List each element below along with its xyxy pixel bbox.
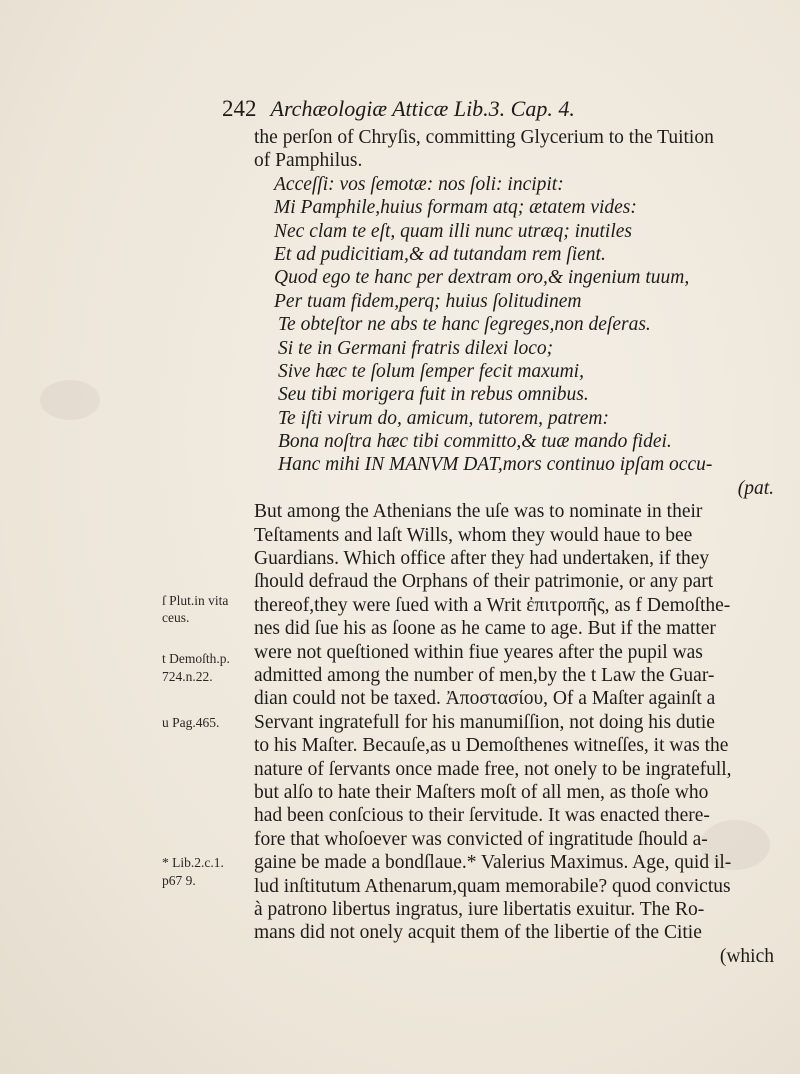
prose-line: mans did not onely acquit them of the libertie of the Citie bbox=[254, 922, 702, 944]
prose-line: admitted among the number of men,by the t Law the Guar- bbox=[254, 664, 715, 686]
verse-line: Nec clam te eſt, quam illi nunc utræq; inutiles bbox=[274, 220, 632, 242]
verse-line: Per tuam fidem,perq; huius ſolitudinem bbox=[274, 290, 582, 312]
verse-line: Seu tibi morigera fuit in rebus omnibus. bbox=[278, 384, 589, 406]
verse-line: Bona noſtra hæc tibi committo,& tuæ mando fidei. bbox=[278, 431, 672, 453]
margin-note: p67 9. bbox=[162, 873, 196, 888]
prose-line: Teſtaments and laſt Wills, whom they would haue to bee bbox=[254, 524, 693, 546]
prose-line: but alſo to hate their Maſters moſt of all men, as thoſe who bbox=[254, 781, 709, 803]
verse-line: Hanc mihi IN MANVM DAT,mors continuo ipſam occu- bbox=[278, 454, 713, 476]
prose-line: dian could not be taxed. Ἀποστασίου, Of a Maſter againſt a bbox=[254, 688, 716, 710]
prose-line: ſhould defraud the Orphans of their patrimonie, or any part bbox=[254, 571, 714, 593]
verse-line: Te obteſtor ne abs te hanc ſegreges,non deſeras. bbox=[278, 314, 651, 336]
prose-line: nes did ſue his as ſoone as he came to age. But if the matter bbox=[254, 618, 716, 640]
prose-line: to his Maſter. Becauſe,as u Demoſthenes witneſſes, it was the bbox=[254, 735, 729, 757]
prose-line: thereof,they were ſued with a Writ ἐπιτροπῆς, as f Demoſthe- bbox=[254, 594, 731, 616]
prose-line: Guardians. Which office after they had undertaken, if they bbox=[254, 548, 710, 570]
verse-line: Si te in Germani fratris dilexi loco; bbox=[278, 337, 554, 359]
verse-line: Mi Pamphile,huius formam atq; ætatem vides: bbox=[274, 197, 637, 219]
prose-line: lud inſtitutum Athenarum,quam memorabile? quod convictus bbox=[254, 875, 731, 897]
prose-line: à patrono libertus ingratus, iure libertatis exuitur. The Ro- bbox=[254, 898, 705, 920]
verse-line: Et ad pudicitiam,& ad tutandam rem ſient. bbox=[274, 243, 606, 265]
prose-line: had been conſcious to their ſervitude. It was enacted there- bbox=[254, 805, 710, 827]
margin-note: u Pag.465. bbox=[162, 715, 220, 730]
intro-line: the perſon of Chryſis, committing Glycerium to the Tuition bbox=[254, 127, 714, 148]
verse-line: Quod ego te hanc per dextram oro,& ingenium tuum, bbox=[274, 267, 690, 289]
running-title: Archæologiæ Atticæ Lib.3. Cap. 4. bbox=[270, 96, 575, 121]
main-text-block bbox=[254, 126, 794, 968]
prose-line: fore that whoſoever was convicted of ingratitude ſhould a- bbox=[254, 828, 708, 850]
margin-note: * Lib.2.c.1. bbox=[162, 855, 224, 870]
prose-line: gaine be made a bondſlaue.* Valerius Maximus. Age, quid il- bbox=[254, 852, 732, 874]
verse-catchword: (pat. bbox=[737, 477, 774, 499]
verse-line: Acceſſi: vos ſemotæ: nos ſoli: incipit: bbox=[274, 173, 564, 195]
margin-note: t Demoſth.p. bbox=[162, 651, 230, 666]
page-number: 242 bbox=[222, 96, 257, 121]
verse-line: Te iſti virum do, amicum, tutorem, patrem: bbox=[278, 407, 609, 429]
verse-line: Sive hæc te ſolum ſemper fecit maxumi, bbox=[278, 360, 584, 382]
margin-note: 724.n.22. bbox=[162, 669, 213, 684]
prose-line: nature of ſervants once made free, not onely to be ingratefull, bbox=[254, 758, 732, 780]
intro-line: of Pamphilus. bbox=[254, 150, 363, 172]
prose-line: were not queſtioned within fiue yeares after the pupil was bbox=[254, 641, 703, 663]
paper-stain bbox=[40, 380, 100, 420]
prose-line: Servant ingratefull for his manumiſſion, not doing his dutie bbox=[254, 711, 715, 733]
catchword: (which bbox=[719, 945, 774, 967]
prose-line: But among the Athenians the uſe was to nominate in their bbox=[254, 501, 703, 523]
margin-note: ceus. bbox=[162, 610, 190, 625]
margin-note: ſ Plut.in vita bbox=[162, 593, 229, 608]
